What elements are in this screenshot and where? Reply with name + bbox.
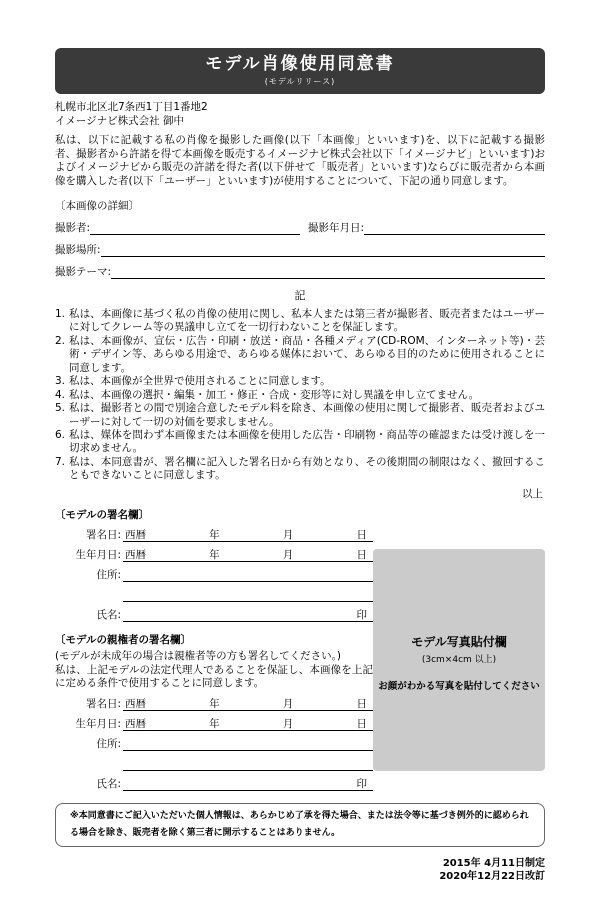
term-text: 私は、撮影者との間で別途合意したモデル料を除き、本画像の使用に関して撮影者、販売者およびユーザーに対して一切の対価を要求しません。: [69, 402, 545, 428]
photo-box-size-note: (3cm×4cm 以上): [421, 654, 497, 665]
term-number: 7.: [55, 455, 66, 468]
established-date: 2015年 4月11日制定: [442, 858, 545, 870]
shoot-date-label: 撮影年月日:: [307, 222, 365, 235]
term-text: 私は、本同意書が、署名欄に記入した署名日から有効となり、その後期間の制限はなく、撤回することもできないことに同意します。: [69, 455, 545, 482]
term-item-4: [55, 389, 545, 402]
year-label: 年: [209, 698, 220, 710]
ki-marker: 記: [294, 289, 306, 303]
term-number: 6.: [55, 428, 66, 441]
address-label: 住所:: [96, 738, 121, 750]
theme-row: [55, 260, 545, 279]
year-label: 年: [209, 528, 220, 541]
location-fill-line: [101, 242, 545, 257]
document-title: モデル肖像使用同意書: [205, 54, 395, 75]
model-name-row: [55, 602, 373, 622]
seal-label: 印: [356, 608, 367, 621]
address-fill-line-2: [123, 587, 373, 602]
era-label: 西暦: [125, 528, 146, 541]
address-fill-line: [123, 567, 373, 582]
term-number: 5.: [55, 402, 66, 415]
closing-marker: 以上: [522, 487, 543, 500]
signature-area: [55, 507, 545, 791]
document-subtitle: (モデルリリース): [264, 76, 336, 86]
term-text: 私は、本画像の選択・編集・加工・修正・合成・変形等に対し異議を申し立てません。: [69, 388, 480, 401]
revised-date: 2020年12月22日改訂: [439, 871, 545, 883]
day-label: 日: [356, 718, 367, 730]
term-item-6: [55, 429, 545, 456]
guardian-name-row: [55, 771, 373, 791]
day-label: 日: [356, 548, 367, 561]
era-label: 西暦: [125, 548, 146, 561]
month-label: 月: [282, 698, 294, 710]
recipient-block: [55, 101, 545, 128]
location-label: 撮影場所:: [55, 244, 101, 257]
address-label: 住所:: [96, 568, 121, 581]
sign-date-label: 署名日:: [85, 528, 121, 541]
intro-paragraph: 私は、以下に記載する私の肖像を撮影した画像(以下「本画像」といいます)を、以下に記載する撮影者、撮影者から許諾を得て本画像を販売するイメージナビ株式会社以下「イメージナビ」といいます)およびイメージナビから販売の許諾を得た者(以下併せて「販売者」といいます)ならびに販売者から本画像を購入した者(以下「ユーザー」といいます)が使用することについて、下記の通り同意します。: [55, 134, 545, 187]
term-number: 3.: [55, 375, 66, 388]
term-text: 私は、本画像が全世界で使用されることに同意します。: [69, 375, 331, 388]
name-fill-line: [123, 776, 373, 791]
photo-box-instruction: お顔がわかる写真を貼付してください: [378, 680, 540, 692]
shoot-date-fill-line: [364, 220, 545, 235]
term-number: 4.: [55, 388, 66, 401]
birth-date-fill-line: [123, 547, 373, 562]
theme-fill-line: [111, 264, 545, 279]
term-text: 私は、本画像が、宣伝・広告・印刷・放送・商品・各種メディア(CD-ROM、インターネット等)・芸術・デザイン等、あらゆる用途で、あらゆる媒体において、あらゆる目的のために使用されることに同意します。: [69, 334, 545, 374]
sign-date-fill-line: [123, 696, 373, 711]
guardian-statement: 私は、上記モデルの法定代理人であることを保証し、本画像を上記に定める条件で使用することに同意します。: [55, 663, 373, 690]
terms-list: [55, 308, 545, 483]
sign-date-fill-line: [123, 527, 373, 542]
model-signature-section: [55, 507, 373, 622]
month-label: 月: [282, 548, 294, 561]
day-label: 日: [356, 698, 367, 710]
recipient-address: 札幌市北区北7条西1丁目1番地2: [55, 101, 208, 113]
guardian-note: (モデルが未成年の場合は親権者等の方も署名してください。): [55, 649, 341, 662]
term-text: 私は、本画像に基づく私の肖像の使用に関し、私本人または第三者が撮影者、販売者またはユーザーに対してクレーム等の異議申し立てを一切行わないことを保証します。: [69, 308, 545, 334]
term-item-7: [55, 456, 545, 483]
term-item-5: [55, 402, 545, 429]
term-item-3: [55, 375, 545, 388]
guardian-address-row: [55, 731, 373, 751]
photographer-fill-line: [90, 220, 300, 235]
term-item-1: [55, 308, 545, 335]
privacy-note-box: [55, 803, 545, 847]
name-label: 氏名:: [96, 608, 121, 621]
sign-date-label: 署名日:: [85, 698, 121, 710]
model-address-row-2: [55, 582, 373, 602]
name-fill-line: [123, 607, 373, 622]
model-signature-heading: 〔モデルの署名欄〕: [55, 508, 149, 521]
title-bar: [55, 48, 545, 94]
guardian-sign-date-row: [55, 691, 373, 711]
month-label: 月: [282, 718, 294, 730]
year-label: 年: [209, 718, 220, 730]
birth-date-label: 生年月日:: [75, 718, 121, 730]
term-number: 1.: [55, 308, 66, 321]
day-label: 日: [356, 528, 367, 541]
birth-date-fill-line: [123, 716, 373, 731]
photo-box-title: モデル写真貼付欄: [411, 634, 507, 649]
photographer-row: [55, 216, 545, 235]
location-row: [55, 238, 545, 257]
term-item-2: [55, 335, 545, 375]
name-label: 氏名:: [96, 778, 121, 790]
guardian-birth-date-row: [55, 711, 373, 731]
month-label: 月: [282, 528, 294, 541]
signature-columns: [55, 507, 373, 791]
revision-dates: [55, 857, 545, 883]
photographer-label: 撮影者:: [55, 222, 91, 235]
guardian-signature-heading: 〔モデルの親権者の署名欄〕: [55, 633, 191, 646]
photo-column: [373, 507, 545, 791]
guardian-address-row-2: [55, 751, 373, 771]
year-label: 年: [209, 548, 220, 561]
era-label: 西暦: [125, 718, 146, 730]
recipient-company: イメージナビ株式会社 御中: [55, 114, 185, 127]
privacy-note-text: ※本同意書にご記入いただいた個人情報は、あらかじめ了承を得た場合、または法令等に基づき例外的に認められる場合を除き、販売者を除く第三者に開示することはありません。: [70, 811, 529, 839]
birth-date-label: 生年月日:: [75, 548, 121, 561]
term-text: 私は、媒体を問わず本画像または本画像を使用した広告・印刷物・商品等の確認または受け渡しを一切求めません。: [69, 428, 545, 455]
model-address-row: [55, 562, 373, 582]
theme-label: 撮影テーマ:: [55, 266, 112, 279]
model-birth-date-row: [55, 542, 373, 562]
seal-label: 印: [356, 778, 367, 790]
guardian-signature-section: [55, 632, 373, 791]
term-number: 2.: [55, 334, 66, 347]
image-details-heading: 〔本画像の詳細〕: [55, 200, 139, 213]
address-fill-line-2: [123, 756, 373, 771]
photo-attach-box: [373, 549, 545, 771]
address-fill-line: [123, 736, 373, 751]
era-label: 西暦: [125, 698, 146, 710]
model-sign-date-row: [55, 522, 373, 542]
